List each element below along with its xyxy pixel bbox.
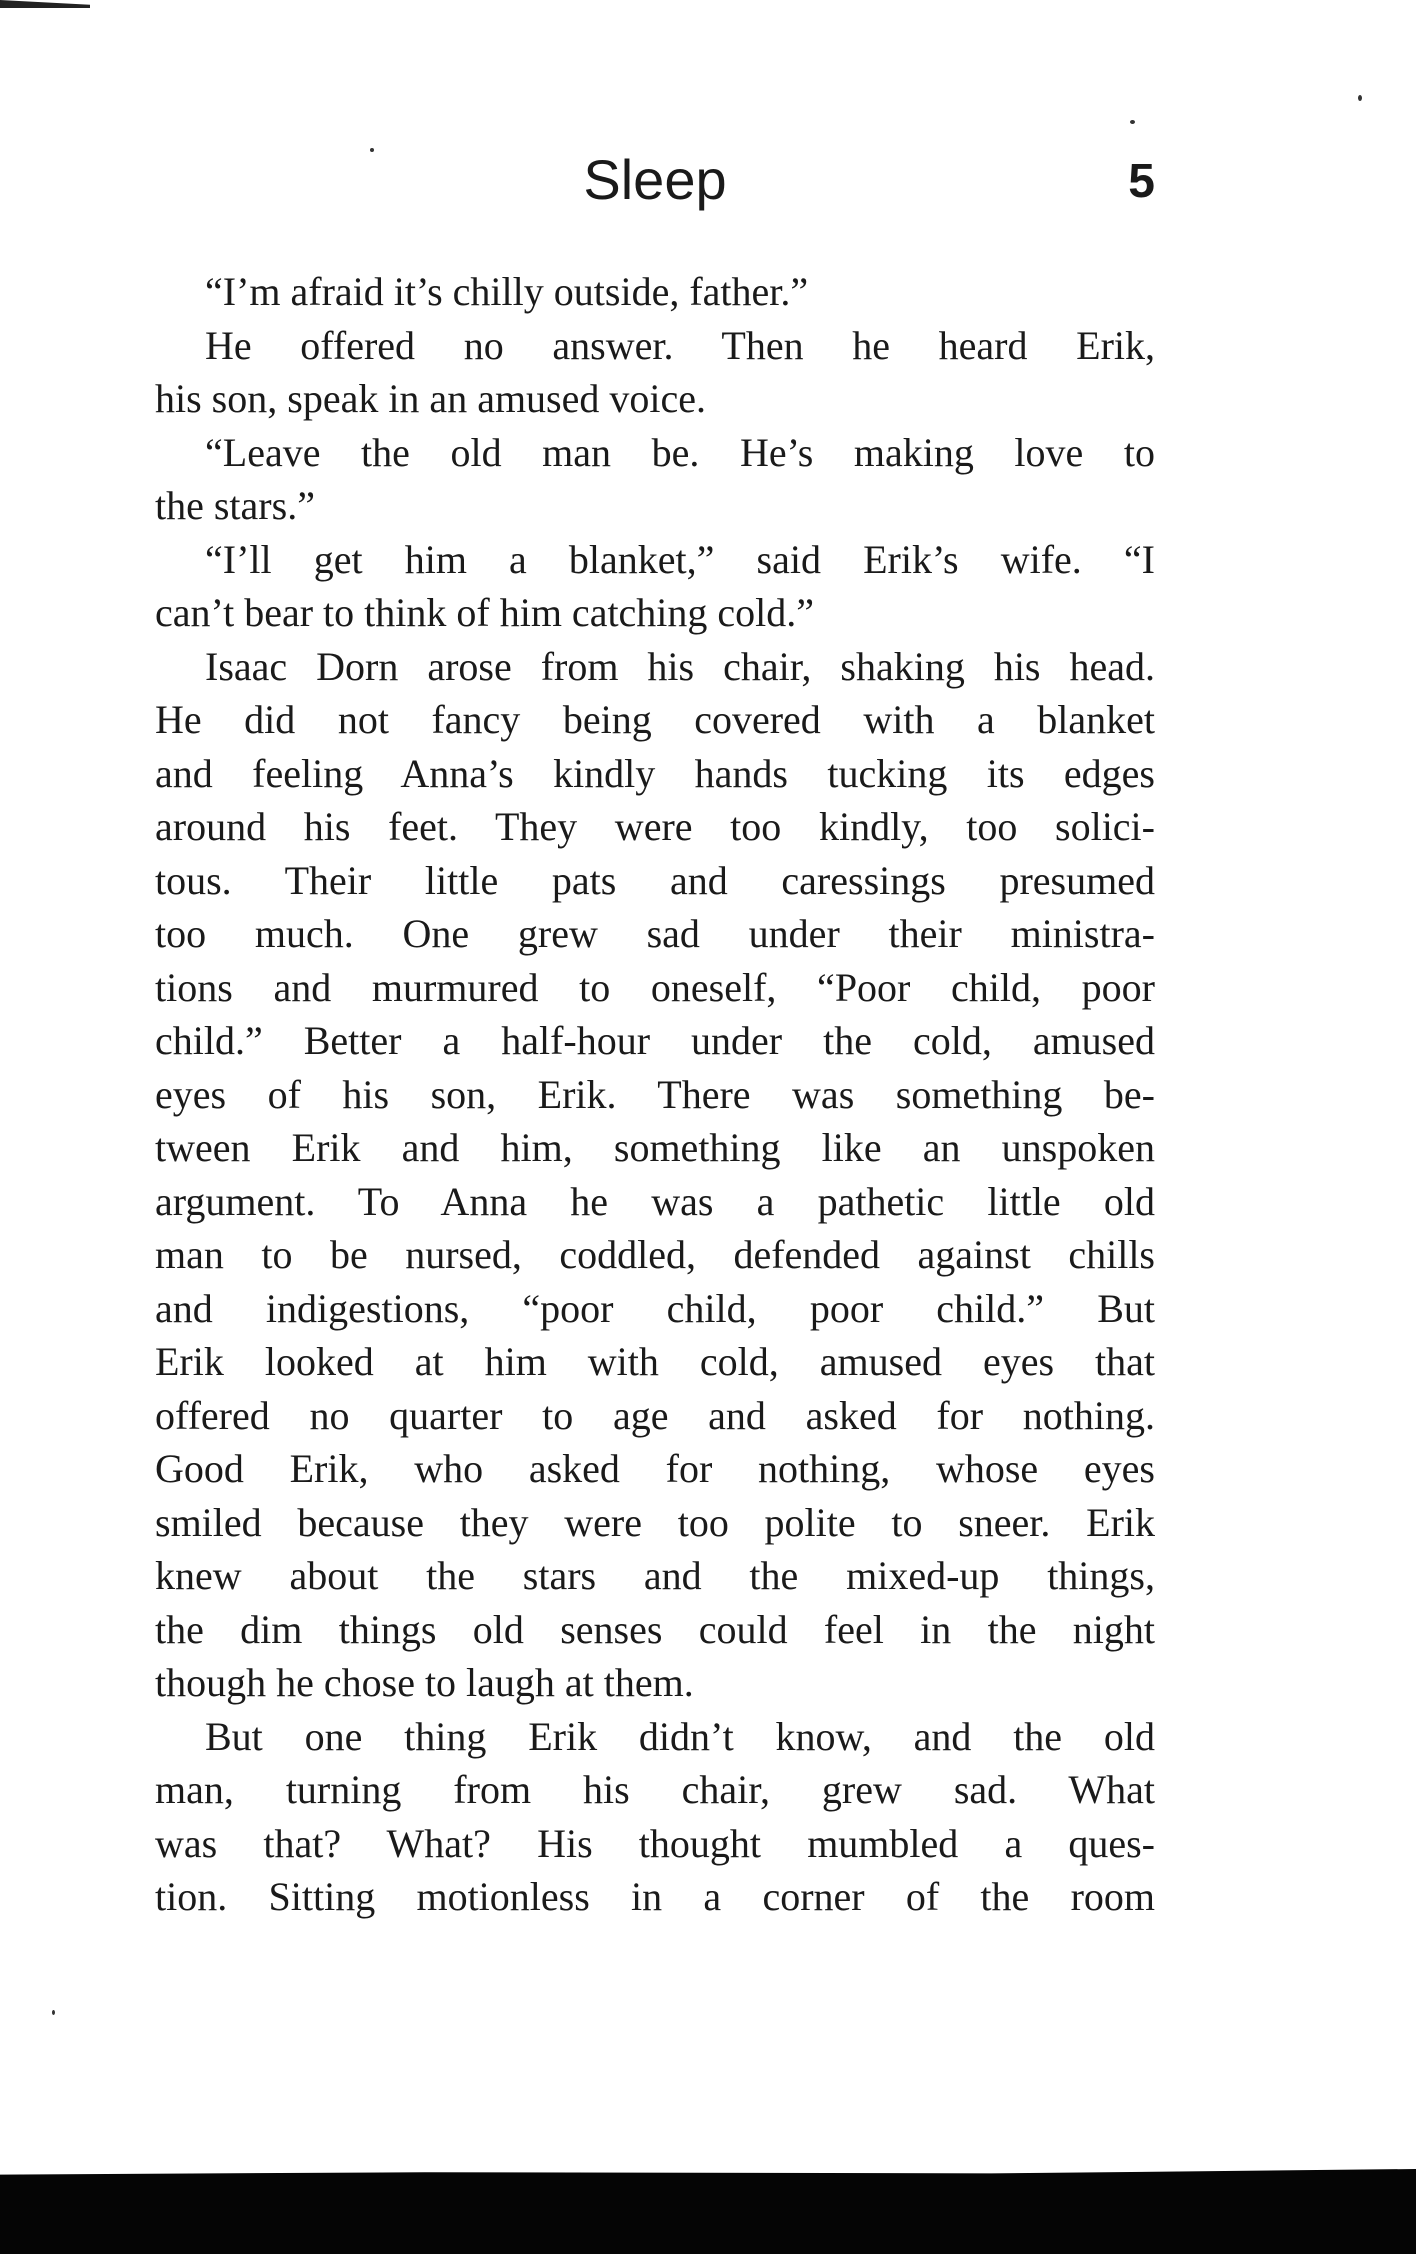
text-line: and feeling Anna’s kindly hands tucking its edges <box>155 750 1155 796</box>
text-line: too much. One grew sad under their ministra- <box>155 911 1155 956</box>
text-line: man, turning from his chair, grew sad. What <box>155 1767 1155 1812</box>
text-line: tween Erik and him, something like an unspoken <box>155 1125 1155 1170</box>
text-line: argument. To Anna he was a pathetic little old <box>155 1178 1155 1224</box>
text-line: the dim things old senses could feel in the night <box>155 1606 1155 1652</box>
text-line: man to be nursed, coddled, defended against chills <box>155 1232 1155 1277</box>
text-line: tion. Sitting motionless in a corner of the room <box>155 1874 1155 1919</box>
text-line: child.” Better a half-hour under the cold, amused <box>155 1018 1155 1063</box>
scan-speck <box>52 2010 55 2015</box>
text-line: Erik looked at him with cold, amused eyes that <box>155 1339 1155 1384</box>
body-text <box>155 265 1155 1924</box>
scan-bottom-edge <box>0 2175 1416 2254</box>
scan-speck <box>1130 120 1135 124</box>
text-line: and indigestions, “poor child, poor child.” But <box>155 1285 1155 1331</box>
text-line: Isaac Dorn arose from his chair, shaking his head. <box>205 643 1155 689</box>
running-head <box>155 140 1155 220</box>
text-line: smiled because they were too polite to sneer. Erik <box>155 1499 1155 1545</box>
text-line: He offered no answer. Then he heard Erik, <box>205 322 1155 368</box>
text-line: Good Erik, who asked for nothing, whose eyes <box>155 1446 1155 1491</box>
scan-speck <box>1358 95 1362 101</box>
text-line: was that? What? His thought mumbled a ques- <box>155 1820 1155 1866</box>
text-line: eyes of his son, Erik. There was something be- <box>155 1071 1155 1117</box>
text-line: his son, speak in an amused voice. <box>155 376 706 421</box>
text-line: He did not fancy being covered with a blanket <box>155 697 1155 742</box>
text-line: “I’m afraid it’s chilly outside, father.” <box>205 269 809 314</box>
text-line: the stars.” <box>155 483 315 528</box>
text-line: knew about the stars and the mixed-up things, <box>155 1553 1155 1598</box>
page-title: Sleep <box>583 148 727 211</box>
text-line: But one thing Erik didn’t know, and the old <box>205 1713 1155 1759</box>
text-line: “Leave the old man be. He’s making love to <box>205 429 1155 475</box>
text-line: offered no quarter to age and asked for nothing. <box>155 1392 1155 1438</box>
page-number: 5 <box>1128 155 1155 208</box>
scan-corner-mark <box>0 0 90 8</box>
text-line: though he chose to laugh at them. <box>155 1660 694 1705</box>
text-line: around his feet. They were too kindly, too solici- <box>155 804 1155 849</box>
text-line: “I’ll get him a blanket,” said Erik’s wife. “I <box>205 536 1155 582</box>
text-line: tions and murmured to oneself, “Poor child, poor <box>155 964 1155 1010</box>
text-line: tous. Their little pats and caressings presumed <box>155 857 1155 903</box>
text-line: can’t bear to think of him catching cold.” <box>155 590 815 635</box>
